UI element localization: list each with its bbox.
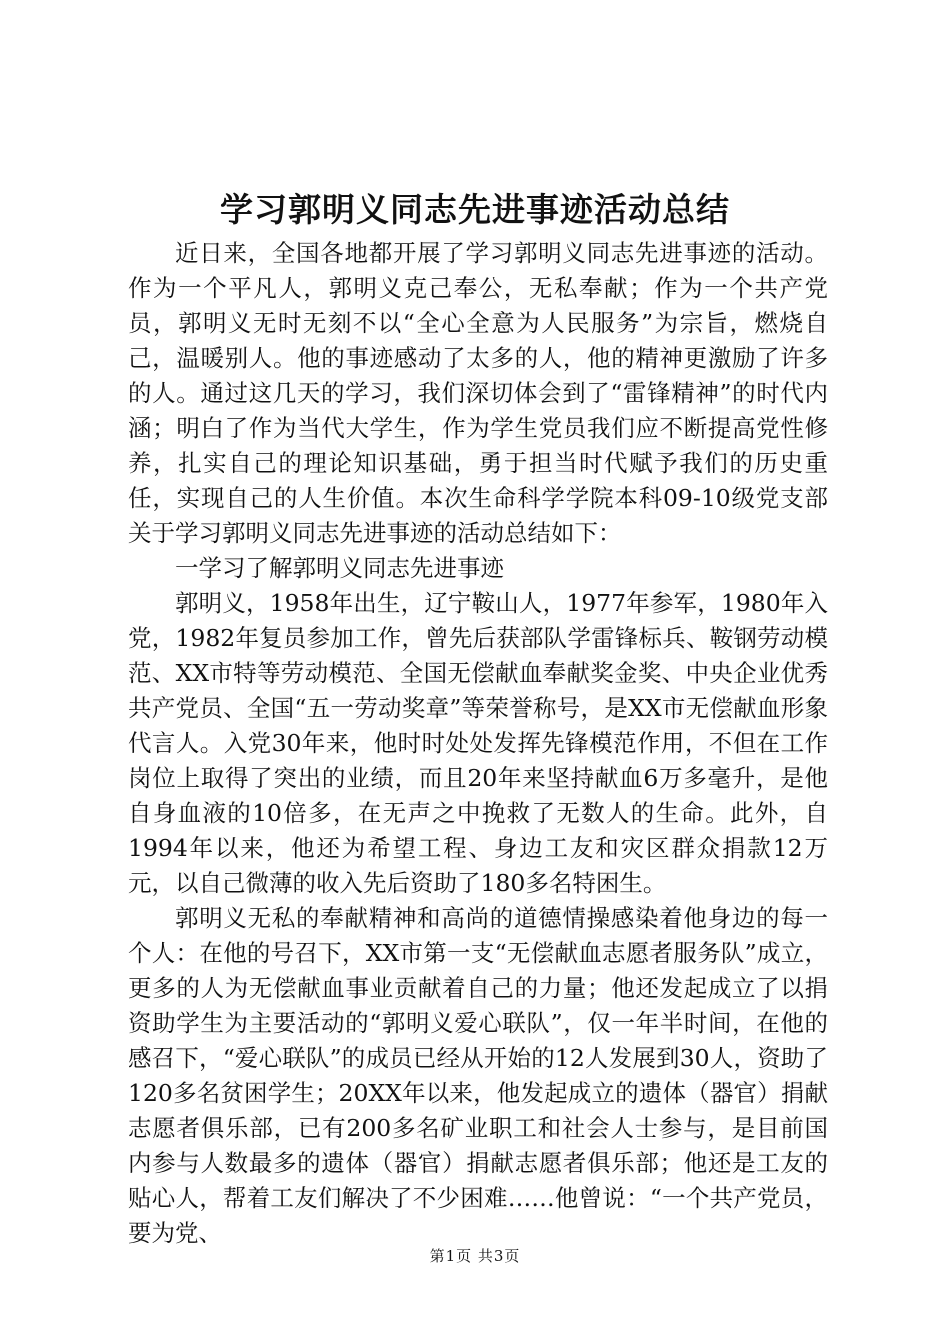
paragraph-influence: 郭明义无私的奉献精神和高尚的道德情操感染着他身边的每一个人：在他的号召下，XX市第一支“无偿献血志愿者服务队”成立，更多的人为无偿献血事业贡献着自己的力量；他还发起成立了以捐资助学生为主要活动的“郭明义爱心联队”，仅一年半时间，在他的感召下，“爱心联队”的成员已经从开始的12人发展到30人，资助了120多名贫困学生；20XX年以来，他发起成立的遗体（器官）捐献志愿者俱乐部，已有200多名矿业职工和社会人士参与，是目前国内参与人数最多的遗体（器官）捐献志愿者俱乐部；他还是工友的贴心人，帮着工友们解决了不少困难……他曾说：“一个共产党员，要为党、 [128,904,828,1247]
paragraph-intro: 近日来，全国各地都开展了学习郭明义同志先进事迹的活动。作为一个平凡人，郭明义克己奉公，无私奉献；作为一个共产党员，郭明义无时无刻不以“全心全意为人民服务”为宗旨，燃烧自己，温暖别人。他的事迹感动了太多的人，他的精神更激励了许多的人。通过这几天的学习，我们深切体会到了“雷锋精神”的时代内涵；明白了作为当代大学生，作为学生党员我们应不断提高党性修养，扎实自己的理论知识基础，勇于担当时代赋予我们的历史重任，实现自己的人生价值。本次生命科学学院本科09-10级党支部关于学习郭明义同志先进事迹的活动总结如下： [128,239,828,547]
section-heading: 一学习了解郭明义同志先进事迹 [175,554,504,582]
paragraph-biography: 郭明义，1958年出生，辽宁鞍山人，1977年参军，1980年入党，1982年复员参加工作，曾先后获部队学雷锋标兵、鞍钢劳动模范、XX市特等劳动模范、全国无偿献血奉献奖金奖、中央企业优秀共产党员、全国“五一劳动奖章”等荣誉称号，是XX市无偿献血形象代言人。入党30年来，他时时处处发挥先锋模范作用，不但在工作岗位上取得了突出的业绩，而且20年来坚持献血6万多毫升，是他自身血液的10倍多，在无声之中挽救了无数人的生命。此外，自1994年以来，他还为希望工程、身边工友和灾区群众捐款12万元，以自己微薄的收入先后资助了180多名特困生。 [128,589,828,897]
document-title: 学习郭明义同志先进事迹活动总结 [220,190,730,229]
document-body [128,236,828,1251]
page-footer: 第1页 共3页 [429,1247,521,1265]
